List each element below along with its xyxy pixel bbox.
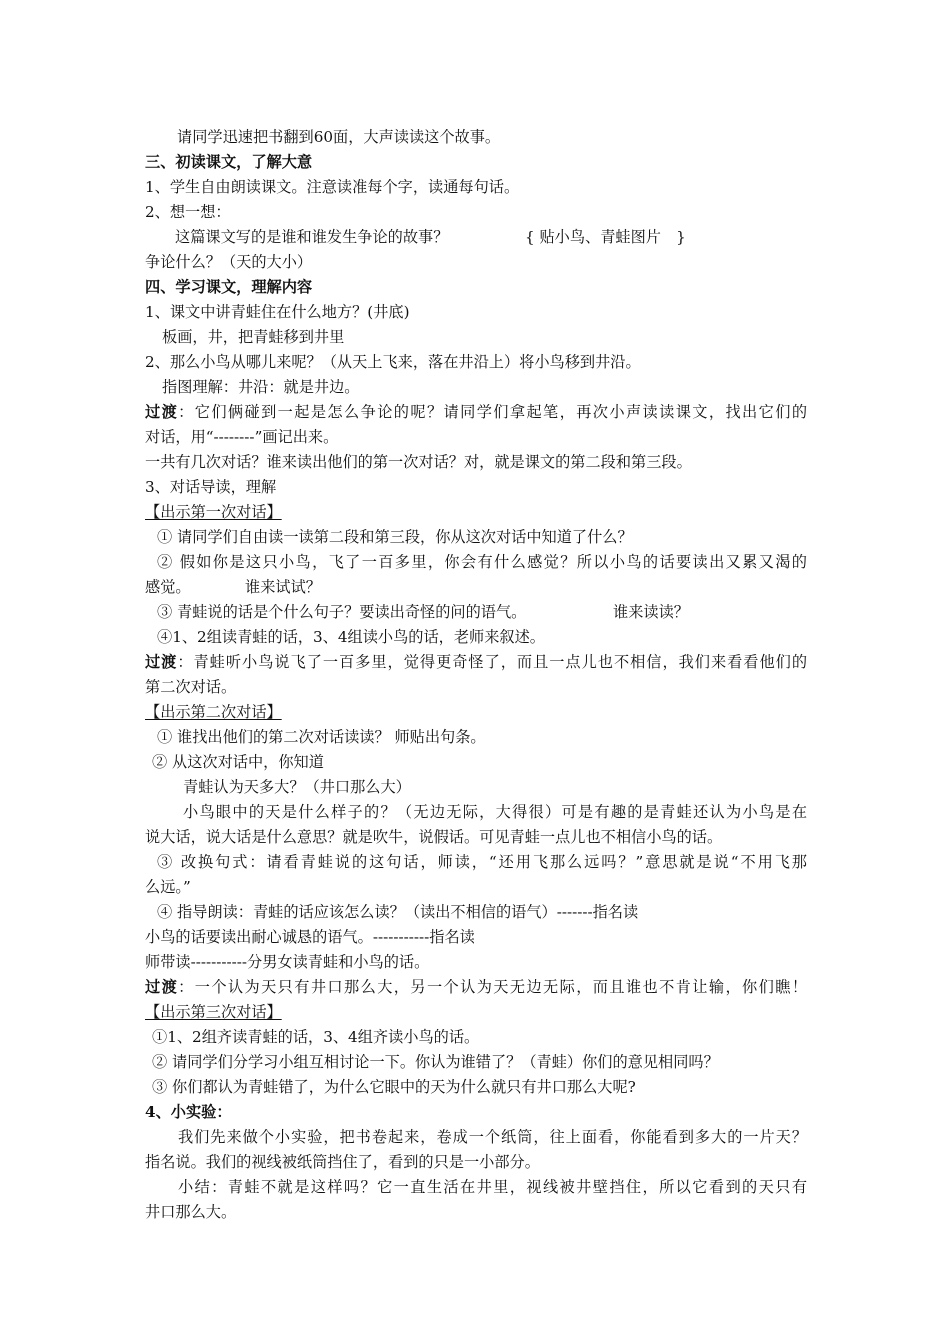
- text-line: 2、那么小鸟从哪儿来呢？（从天上飞来，落在井沿上）将小鸟移到井沿。: [145, 353, 641, 371]
- text-line: ③ 青蛙说的话是个什么句子？要读出奇怪的问的语气。: [157, 603, 527, 621]
- text-line: 说大话，说大话是什么意思？就是吹牛，说假话。可见青蛙一点儿也不相信小鸟的话。: [145, 828, 723, 846]
- text-line: ① 请同学们自由读一读第二段和第三段，你从这次对话中知道了什么？: [157, 528, 633, 546]
- transition-line: [145, 402, 807, 422]
- dialogue-heading: 【出示第一次对话】: [145, 503, 282, 521]
- text-line: 对话，用“--------”画记出来。: [145, 428, 339, 446]
- text-span: ：一个认为天只有井口那么大，另一个认为天无边无际，而且谁也不肯让输，你们瞧！: [178, 978, 808, 996]
- text-line: 板画，井，把青蛙移到井里: [162, 328, 345, 346]
- text-line: 1、课文中讲青蛙住在什么地方？(井底): [145, 303, 410, 321]
- text-line: 小鸟的话要读出耐心诚恳的语气。-----------指名读: [145, 928, 475, 946]
- transition-line: [145, 652, 807, 672]
- section-heading: 4、小实验：: [145, 1103, 232, 1121]
- text-line: ② 从这次对话中，你知道: [152, 753, 324, 771]
- dialogue-heading: 【出示第三次对话】: [145, 1003, 282, 1021]
- text-line: 请同学迅速把书翻到60面，大声读读这个故事。: [177, 128, 501, 146]
- text-line: ② 假如你是这只小鸟，飞了一百多里，你会有什么感觉？所以小鸟的话要读出又累又渴的: [157, 553, 807, 571]
- text-line: ④ 指导朗读：青蛙的话应该怎么读？（读出不相信的语气）-------指名读: [157, 903, 639, 921]
- text-line: 谁来试试？: [245, 578, 321, 596]
- text-line: 谁来读读？: [613, 603, 689, 621]
- text-line: ③ 你们都认为青蛙错了，为什么它眼中的天为什么就只有井口那么大呢?: [152, 1078, 636, 1096]
- text-line: 第二次对话。: [145, 678, 237, 696]
- text-line: 小鸟眼中的天是什么样子的？（无边无际，大得很）可是有趣的是青蛙还认为小鸟是在: [183, 803, 807, 821]
- section-heading: 三、初读课文，了解大意: [145, 153, 313, 171]
- text-span: ：它们俩碰到一起是怎么争论的呢？请同学们拿起笔，再次小声读读课文，找出它们的: [178, 403, 808, 421]
- transition-label: 过渡: [145, 403, 179, 421]
- transition-label: 过渡: [145, 653, 178, 671]
- text-line: 我们先来做个小实验，把书卷起来，卷成一个纸筒，往上面看，你能看到多大的一片天？: [178, 1128, 807, 1146]
- transition-label: 过渡: [145, 978, 179, 996]
- text-line: 这篇课文写的是谁和谁发生争论的故事？: [175, 228, 449, 246]
- text-line: 感觉。: [145, 578, 191, 596]
- transition-line: [145, 977, 807, 997]
- text-line: ①1、2组齐读青蛙的话，3、4组齐读小鸟的话。: [152, 1028, 480, 1046]
- text-line: ③ 改换句式：请看青蛙说的这句话，师读，“还用飞那么远吗？”意思就是说“不用飞那: [157, 853, 807, 871]
- text-line: 3、对话导读，理解: [145, 478, 277, 496]
- text-line: 争论什么？（天的大小）: [145, 253, 313, 271]
- text-line: ② 请同学们分学习小组互相讨论一下。你认为谁错了？（青蛙）你们的意见相同吗？: [152, 1053, 719, 1071]
- text-line: 师带读-----------分男女读青蛙和小鸟的话。: [145, 953, 430, 971]
- section-heading: 四、学习课文，理解内容: [145, 278, 313, 296]
- text-line: 2、想一想：: [145, 203, 231, 221]
- text-line: ④1、2组读青蛙的话，3、4组读小鸟的话，老师来叙述。: [157, 628, 545, 646]
- text-line: 井口那么大。: [145, 1203, 237, 1221]
- text-span: ：青蛙听小鸟说飞了一百多里，觉得更奇怪了，而且一点儿也不相信，我们来看看他们的: [177, 653, 808, 671]
- text-line: 指图理解：井沿：就是井边。: [162, 378, 360, 396]
- dialogue-heading: 【出示第二次对话】: [145, 703, 282, 721]
- text-line: 么远。”: [145, 878, 191, 896]
- text-line: 小结：青蛙不就是这样吗？它一直生活在井里，视线被井壁挡住，所以它看到的天只有: [178, 1178, 807, 1196]
- text-line: 青蛙认为天多大？（井口那么大）: [183, 778, 411, 796]
- text-line: 一共有几次对话？谁来读出他们的第一次对话？对，就是课文的第二段和第三段。: [145, 453, 692, 471]
- text-line: 指名说。我们的视线被纸筒挡住了，看到的只是一小部分。: [145, 1153, 540, 1171]
- text-line: ① 谁找出他们的第二次对话读读？ 师贴出句条。: [157, 728, 486, 746]
- picture-note: { 贴小鸟、青蛙图片 }: [525, 228, 686, 246]
- text-line: 1、学生自由朗读课文。注意读准每个字，读通每句话。: [145, 178, 520, 196]
